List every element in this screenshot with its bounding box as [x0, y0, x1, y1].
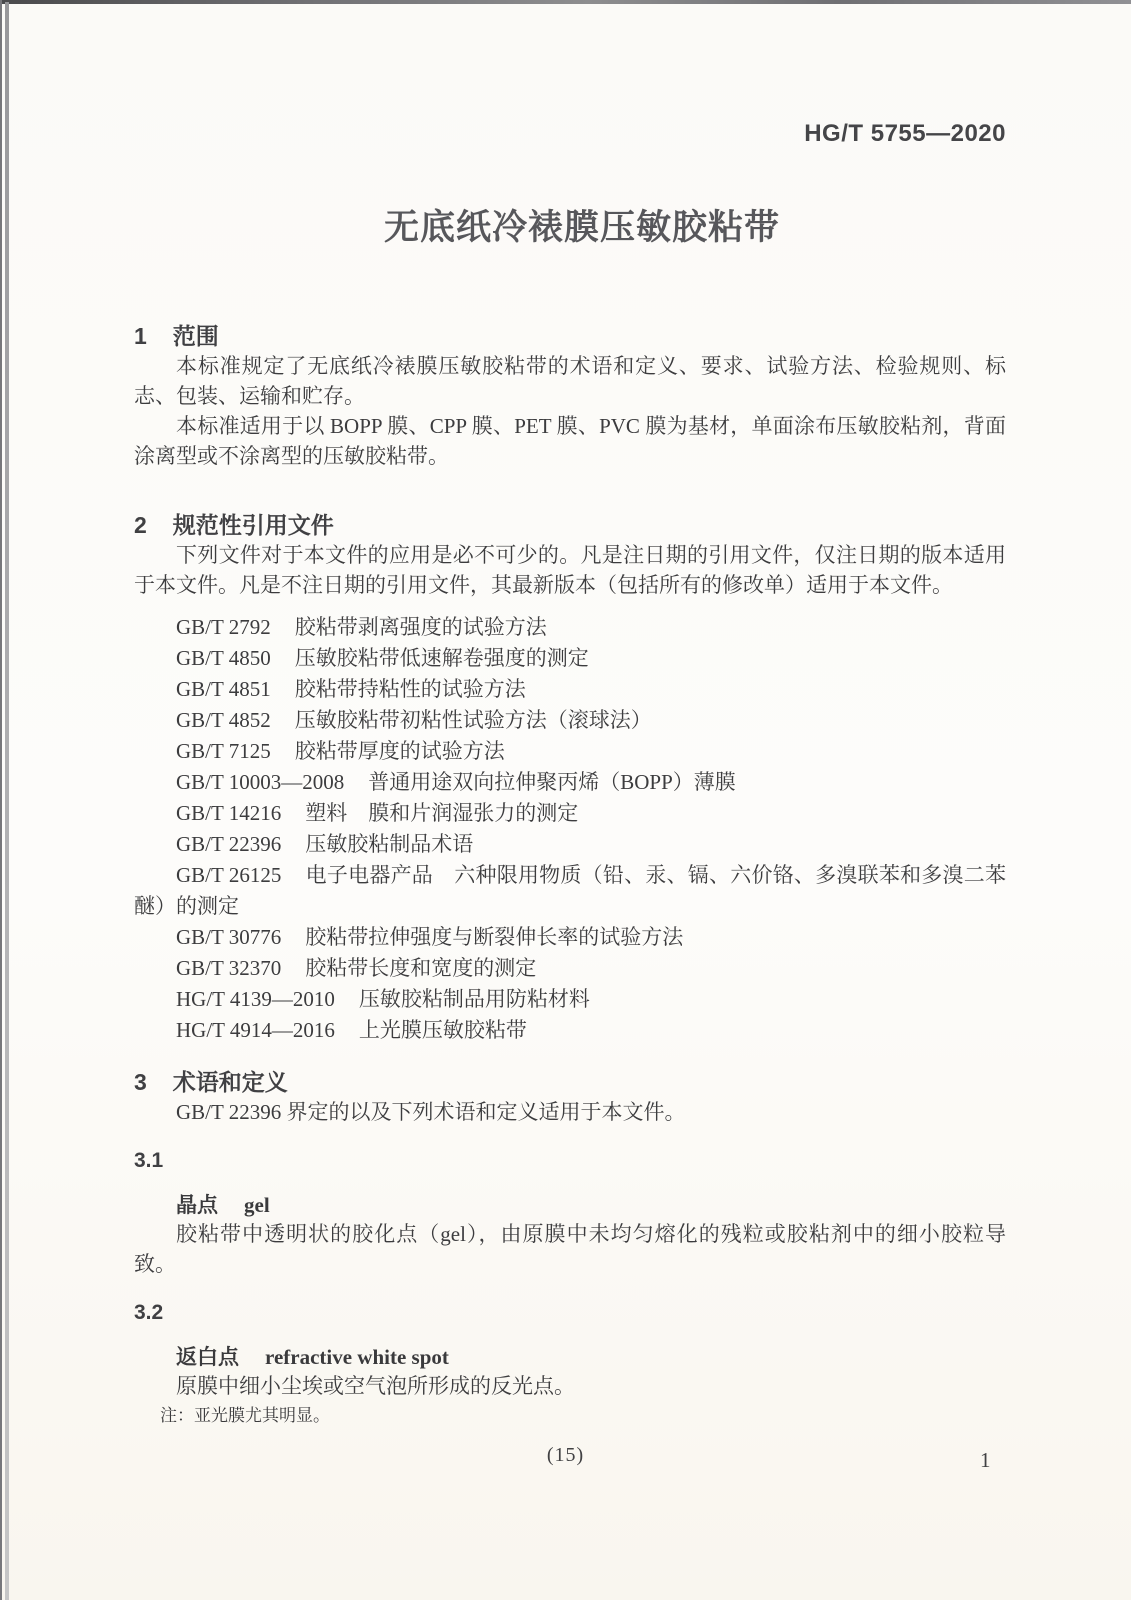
reference-item	[134, 798, 1006, 829]
reference-item	[134, 736, 1006, 767]
term-3-2-name	[134, 1341, 1006, 1371]
section-2-heading	[134, 507, 1006, 540]
term-3-2-note: 注：亚光膜尤其明显。	[160, 1406, 330, 1425]
normative-references-intro: 下列文件对于本文件的应用是必不可少的。凡是注日期的引用文件，仅注日期的版本适用于本文件。凡是不注日期的引用文件，其最新版本（包括所有的修改单）适用于本文件。	[134, 543, 1006, 597]
reference-item	[134, 953, 1006, 984]
reference-code: HG/T 4914—2016	[176, 1018, 335, 1042]
terms-intro: GB/T 22396 界定的以及下列术语和定义适用于本文件。	[176, 1100, 686, 1124]
reference-title: 胶粘带剥离强度的试验方法	[294, 615, 547, 639]
reference-item	[134, 984, 1006, 1015]
scope-paragraph-2: 本标准适用于以 BOPP 膜、CPP 膜、PET 膜、PVC 膜为基材，单面涂布压敏胶粘剂，背面涂离型或不涂离型的压敏胶粘带。	[134, 414, 1006, 468]
reference-title: 压敏胶粘带低速解卷强度的测定	[294, 646, 589, 670]
reference-item	[134, 922, 1006, 953]
reference-code: GB/T 30776	[176, 925, 282, 949]
reference-title: 胶粘带厚度的试验方法	[294, 739, 505, 763]
reference-item	[134, 705, 1006, 736]
footer-page-marker: (15)	[546, 1444, 585, 1466]
reference-item	[134, 767, 1006, 798]
reference-code: GB/T 7125	[176, 739, 271, 763]
reference-code: GB/T 26125	[176, 863, 282, 887]
reference-title: 胶粘带持粘性的试验方法	[294, 677, 526, 701]
reference-title: 塑料 膜和片润湿张力的测定	[305, 801, 579, 825]
reference-title: 普通用途双向拉伸聚丙烯（BOPP）薄膜	[368, 770, 736, 794]
reference-title: 电子电器产品 六种限用物质（铅、汞、镉、六价铬、多溴联苯和多溴二苯醚）的测定	[134, 863, 1006, 918]
reference-code: GB/T 10003—2008	[176, 770, 345, 794]
scan-edge-left-band	[5, 2, 9, 1600]
reference-item	[134, 860, 1006, 922]
section-2-label: 规范性引用文件	[172, 512, 334, 538]
page-content	[134, 0, 1006, 1429]
document-title: 无底纸冷裱膜压敏胶粘带	[383, 208, 780, 247]
section-1-number: 1	[134, 323, 147, 349]
reference-item	[134, 829, 1006, 860]
reference-title: 压敏胶粘带初粘性试验方法（滚球法）	[294, 708, 652, 732]
term-3-2-zh: 返白点	[176, 1346, 239, 1369]
reference-code: GB/T 4850	[176, 646, 271, 670]
reference-item	[134, 643, 1006, 674]
term-3-1-definition: 胶粘带中透明状的胶化点（gel），由原膜中未均匀熔化的残粒或胶粘剂中的细小胶粒导致。	[134, 1222, 1006, 1276]
term-3-2-number: 3.2	[134, 1301, 164, 1324]
section-2-number: 2	[134, 512, 147, 538]
term-3-1-name	[134, 1189, 1006, 1219]
reference-code: HG/T 4139—2010	[176, 987, 335, 1011]
standard-code: HG/T 5755—2020	[804, 120, 1006, 147]
section-1-heading	[134, 318, 1006, 351]
term-3-1-number: 3.1	[134, 1149, 164, 1172]
term-3-2-en: refractive white spot	[265, 1345, 449, 1369]
reference-title: 胶粘带长度和宽度的测定	[305, 956, 537, 980]
reference-item	[134, 1015, 1006, 1046]
reference-item	[134, 612, 1006, 643]
term-3-1	[134, 1149, 1006, 1279]
section-3-label: 术语和定义	[172, 1069, 288, 1095]
term-3-1-zh: 晶点	[176, 1194, 218, 1217]
reference-title: 上光膜压敏胶粘带	[358, 1018, 527, 1042]
reference-title: 压敏胶粘制品用防粘材料	[358, 987, 590, 1011]
reference-list	[134, 612, 1006, 1046]
section-3-number: 3	[134, 1069, 147, 1095]
section-3-heading	[134, 1064, 1006, 1097]
reference-code: GB/T 14216	[176, 801, 282, 825]
reference-code: GB/T 32370	[176, 956, 282, 980]
section-1-label: 范围	[172, 323, 219, 349]
reference-title: 压敏胶粘制品术语	[305, 832, 474, 856]
page-number: 1	[980, 1448, 991, 1472]
term-3-2-definition: 原膜中细小尘埃或空气泡所形成的反光点。	[176, 1374, 575, 1398]
reference-code: GB/T 4851	[176, 677, 271, 701]
term-3-1-en: gel	[244, 1193, 270, 1217]
scan-edge-left	[0, 0, 2, 1600]
reference-code: GB/T 22396	[176, 832, 282, 856]
reference-code: GB/T 4852	[176, 708, 271, 732]
scope-paragraph-1: 本标准规定了无底纸冷裱膜压敏胶粘带的术语和定义、要求、试验方法、检验规则、标志、包装、运输和贮存。	[134, 354, 1006, 408]
reference-item	[134, 674, 1006, 705]
reference-title: 胶粘带拉伸强度与断裂伸长率的试验方法	[305, 925, 684, 949]
reference-code: GB/T 2792	[176, 615, 271, 639]
term-3-2	[134, 1301, 1006, 1429]
